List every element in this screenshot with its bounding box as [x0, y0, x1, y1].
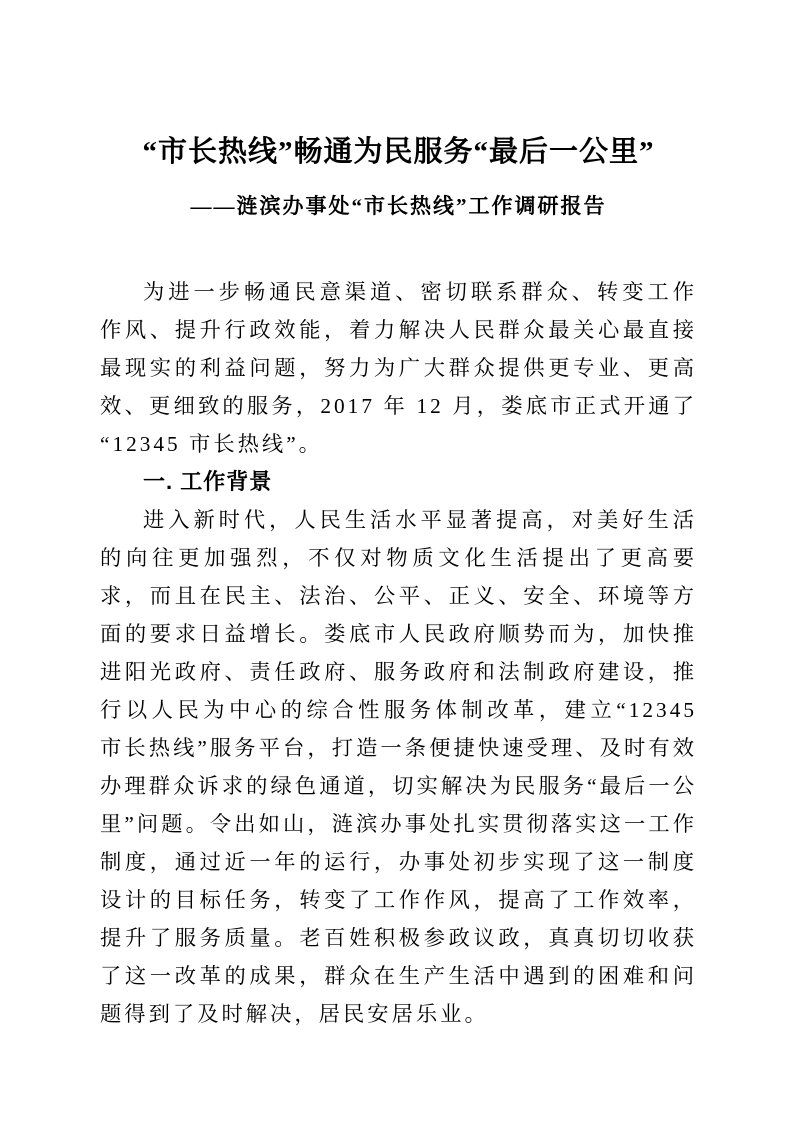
intro-paragraph: 为进一步畅通民意渠道、密切联系群众、转变工作作风、提升行政效能，着力解决人民群众最关心最直接最现实的利益问题，努力为广大群众提供更专业、更高效、更细致的服务，2017 年 12 月，娄底市正式开通了“12345 市长热线”。	[100, 280, 697, 456]
document-content	[100, 0, 697, 1033]
document-title: “市长热线”畅通为民服务“最后一公里”	[142, 136, 655, 168]
section-1-paragraph: 进入新时代，人民生活水平显著提高，对美好生活的向往更加强烈，不仅对物质文化生活提出了更高要求，而且在民主、法治、公平、正义、安全、环境等方面的要求日益增长。娄底市人民政府顺势而为，加快推进阳光政府、责任政府、服务政府和法制政府建设，推行以人民为中心的综合性服务体制改革，建立“12345 市长热线”服务平台，打造一条便捷快速受理、及时有效办理群众诉求的绿色通道，切实解决为民服务“最后一公里”问题。令出如山，涟滨办事处扎实贯彻落实这一工作制度，通过近一年的运行，办事处初步实现了这一制度设计的目标任务，转变了工作作风，提高了工作效率，提升了服务质量。老百姓积极参政议政，真真切切收获了这一改革的成果，群众在生产生活中遇到的困难和问题得到了及时解决，居民安居乐业。	[100, 508, 697, 1026]
section-1-heading: 一. 工作背景	[143, 469, 273, 494]
document-subtitle: ——涟滨办事处“市长热线”工作调研报告	[190, 194, 607, 218]
